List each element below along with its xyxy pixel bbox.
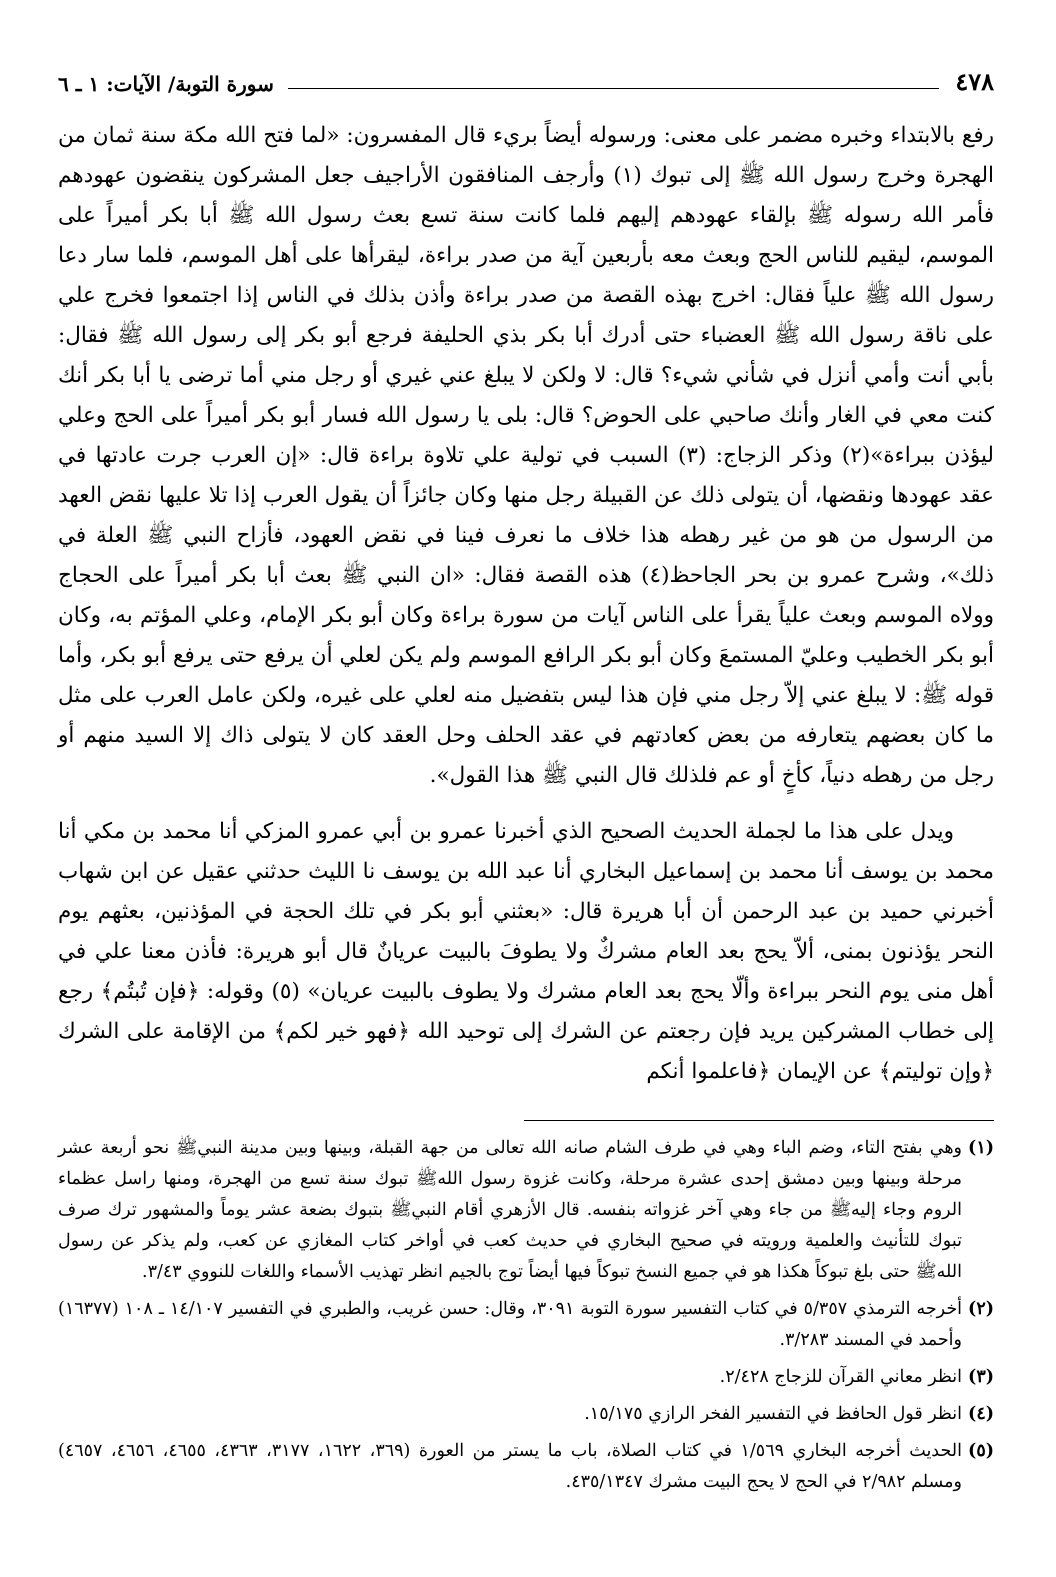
footnote-2 bbox=[58, 1294, 994, 1356]
footnote-number: (٤) bbox=[968, 1404, 994, 1424]
footnote-text: أخرجه الترمذي ٥/٣٥٧ في كتاب التفسير سورة التوبة ٣٠٩١، وقال: حسن غريب، والطبري في التفسير ١٤/١٠٧ ـ ١٠٨ (١٦٣٧٧) وأحمد في المسند ٣/٢٨٣. bbox=[58, 1299, 963, 1350]
footnote-number: (٥) bbox=[968, 1441, 994, 1461]
footnote-separator bbox=[524, 1120, 994, 1121]
footnotes bbox=[58, 1133, 994, 1498]
footnote-5 bbox=[58, 1436, 994, 1498]
footnote-text: انظر معاني القرآن للزجاج ٢/٤٢٨. bbox=[719, 1367, 962, 1387]
footnote-text: الحديث أخرجه البخاري ١/٥٦٩ في كتاب الصلاة، باب ما يستر من العورة (٣٦٩، ١٦٢٢، ٣١٧٧، ٤٣٦٣، ٤٦٥٥، ٤٦٥٦، ٤٦٥٧) ومسلم ٢/٩٨٢ في الحج لا يحج البيت مشرك ٤٣٥/١٣٤٧. bbox=[58, 1441, 962, 1492]
footnote-text: وهي بفتح التاء، وضم الباء وهي في طرف الشام صانه الله تعالى من جهة القبلة، وبينها وبين مدينة النبيﷺ نحو أربعة عشر مرحلة وبينها وبين دمشق إحدى عشرة مرحلة، وكانت غزوة رسول اللهﷺ تبوك سنة تسع من الهجرة، ومنها راسل عظماء الروم وجاء إليهﷺ من جاء وهي آخر غزواته بنفسه. قال الأزهري أقام النبيﷺ بتبوك بضعة عشر يوماً والمشهور ترك صرف تبوك للتأنيث والعلمية ورويته في صحيح البخاري في حديث كعب في أواخر كتاب المغازي عن كعب، ولم يذكر عن رسول اللهﷺ حتى بلغ تبوكاً هكذا هو في جميع النسخ تبوكاً فيها أيضاً توج بالجيم انظر تهذيب الأسماء واللغات للنووي ٣/٤٣. bbox=[58, 1138, 962, 1282]
paragraph-1: رفع بالابتداء وخبره مضمر على معنى: ورسوله أيضاً بريء قال المفسرون: «لما فتح الله مكة سنة ثمان من الهجرة وخرج رسول الله ﷺ إلى تبوك (١) وأرجف المنافقون الأراجيف جعل المشركون ينقضون عهودهم فأمر الله رسوله ﷺ بإلقاء عهودهم إليهم فلما كانت سنة تسع بعث رسول الله ﷺ أبا بكر أميراً على الموسم، ليقيم للناس الحج وبعث معه بأربعين آية من صدر براءة، ليقرأها على أهل الموسم، فلما سار دعا رسول الله ﷺ علياً فقال: اخرج بهذه القصة من صدر براءة وأذن بذلك في الناس إذا اجتمعوا فخرج علي على ناقة رسول الله ﷺ العضباء حتى أدرك أبا بكر بذي الحليفة فرجع أبو بكر إلى رسول الله ﷺ فقال: بأبي أنت وأمي أنزل في شأني شيء؟ قال: لا ولكن لا يبلغ عني غيري أو رجل مني أما ترضى يا أبا بكر أنك كنت معي في الغار وأنك صاحبي على الحوض؟ قال: بلى يا رسول الله فسار أبو بكر أميراً على الحج وعلي ليؤذن ببراءة»(٢) وذكر الزجاج: (٣) السبب في تولية علي تلاوة براءة قال: «إن العرب جرت عادتها في عقد عهودها ونقضها، أن يتولى ذلك عن القبيلة رجل منها وكان جائزاً أن يقول العرب إذا تلا عليها نقض العهد من الرسول من هو من غير رهطه هذا خلاف ما نعرف فينا في نقض العهود، فأزاح النبي ﷺ العلة في ذلك»، وشرح عمرو بن بحر الجاحظ(٤) هذه القصة فقال: «ان النبي ﷺ بعث أبا بكر أميراً على الحجاج وولاه الموسم وبعث علياً يقرأ على الناس آيات من سورة براءة وكان أبو بكر الإمام، وعلي المؤتم به، وكان أبو بكر الخطيب وعليّ المستمعَ وكان أبو بكر الرافع الموسم ولم يكن لعلي أن يرفع حتى يرفع أبو بكر، وأما قوله ﷺ: لا يبلغ عني إلاّ رجل مني فإن هذا ليس بتفضيل منه لعلي على غيره، ولكن عامل العرب على مثل ما كان بعضهم يتعارفه من بعض كعادتهم في عقد الحلف وحل العقد كان لا يتولى ذاك إلا السيد منهم أو رجل من رهطه دنياً، كأخٍ أو عم فلذلك قال النبي ﷺ هذا القول». bbox=[58, 123, 994, 788]
footnote-1 bbox=[58, 1133, 994, 1288]
footnote-number: (٣) bbox=[968, 1367, 994, 1387]
paragraph-2: ويدل على هذا ما لجملة الحديث الصحيح الذي أخبرنا عمرو بن أبي عمرو المزكي أنا محمد بن مكي أنا محمد بن يوسف أنا محمد بن إسماعيل البخاري أنا عبد الله بن يوسف نا الليث حدثني عقيل عن ابن شهاب أخبرني حميد بن عبد الرحمن أن أبا هريرة قال: «بعثني أبو بكر في تلك الحجة في المؤذنين، بعثهم يوم النحر يؤذنون بمنى، ألاّ يحج بعد العام مشركٌ ولا يطوفَ بالبيت عريانٌ قال أبو هريرة: فأذن معنا علي في أهل منى يوم النحر ببراءة وألّا يحج بعد العام مشرك ولا يطوف بالبيت عريان» (٥) وقوله: ﴿فإن تُبتُم﴾ رجع إلى خطاب المشركين يريد فإن رجعتم عن الشرك إلى توحيد الله ﴿فهو خير لكم﴾ من الإقامة على الشرك ﴿وإن توليتم﴾ عن الإيمان ﴿فاعلموا أنكم bbox=[58, 819, 994, 1084]
surah-title: سورة التوبة/ الآيات: ١ ـ ٦ bbox=[58, 72, 274, 96]
footnote-4 bbox=[58, 1399, 994, 1430]
header-rule bbox=[288, 88, 939, 89]
page-number: ٤٧٨ bbox=[955, 67, 994, 96]
footnote-number: (١) bbox=[968, 1138, 994, 1158]
running-header bbox=[58, 62, 994, 96]
main-text bbox=[58, 116, 994, 1092]
footnote-text: انظر قول الحافظ في التفسير الفخر الرازي ١٥/١٧٥. bbox=[584, 1404, 962, 1424]
footnote-number: (٢) bbox=[968, 1299, 994, 1319]
footnote-3 bbox=[58, 1362, 994, 1393]
